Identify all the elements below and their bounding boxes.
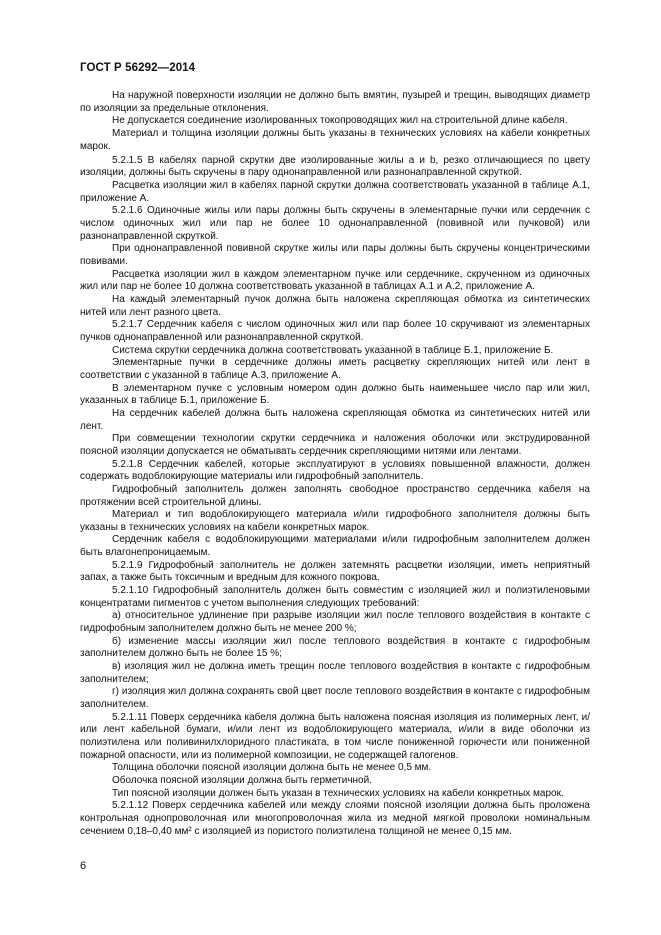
paragraph: 5.2.1.10 Гидрофобный заполнитель должен быть совместим с изоляцией жил и полиэтиленовыми концентратами пигментов с учетом выполнения следующих требований: [80, 585, 590, 609]
paragraph: Гидрофобный заполнитель должен заполнять свободное пространство сердечника кабеля на протяжении всей строительной длины. [80, 483, 590, 508]
paragraph: Система скрутки сердечника должна соответствовать указанной в таблице Б.1, приложение Б. [112, 344, 554, 356]
paragraph: Элементарные пучки в сердечнике должны иметь расцветку скрепляющих нитей или лент в соответствии с указанной в таблице А.3, приложение А. [80, 357, 590, 381]
paragraph: При однонаправленной повивной скрутке жилы или пары должны быть скручены концентрическими повивами. [80, 243, 590, 268]
paragraph: 5.2.1.9 Гидрофобный заполнитель не должен затемнять расцветки изоляции, иметь неприятный запах, а также быть токсичным и вредным для кожного покрова. [80, 559, 590, 584]
paragraph: При совмещении технологии скрутки сердечника и наложения оболочки или экструдированной поясной изоляции допускается не обматывать сердечник скрепляющими нитями или лентами. [80, 433, 590, 457]
paragraph: в) изоляция жил не должна иметь трещин после теплового воздействия в контакте с гидрофобным заполнителем; [80, 661, 590, 685]
document-body [80, 90, 590, 838]
paragraph: б) изменение массы изоляции жил после теплового воздействия в контакте с гидрофобным заполнителем должно быть не более 15 %; [80, 635, 590, 660]
paragraph: Не допускается соединение изолированных токопроводящих жил на строительной длине кабеля. [112, 115, 568, 127]
page-number: 6 [80, 860, 87, 872]
document-header: ГОСТ Р 56292—2014 [80, 62, 196, 74]
paragraph: В элементарном пучке с условным номером один должно быть наименьшее число пар или жил, указанных в таблице Б.1, приложение Б. [80, 382, 590, 407]
paragraph: Материал и тип водоблокирующего материала и/или гидрофобного заполнителя должны быть указаны в технических условиях на кабели конкретных марок. [80, 509, 590, 533]
paragraph: Расцветка изоляции жил в кабелях парной скрутки должна соответствовать указанной в таблице А.1, приложение А. [80, 180, 590, 204]
paragraph: Тип поясной изоляции должен быть указан в технических условиях на кабели конкретных марок. [112, 787, 564, 799]
paragraph: 5.2.1.7 Сердечник кабеля с числом одиночных жил или пар более 10 скручивают из элементарных пучков однонаправленной или разнонаправленной скруткой. [80, 319, 590, 343]
paragraph: 5.2.1.5 В кабелях парной скрутки две изолированные жилы a и b, резко отличающиеся по цвету изоляции, должны быть скручены в пару однонаправленной или разнонаправленной скруткой. [80, 154, 590, 179]
paragraph: 5.2.1.6 Одиночные жилы или пары должны быть скручены в элементарные пучки или сердечник с числом одиночных жил или пар не более 10 однонаправленной (повивной или пучковой) или разнонаправленной скруткой. [80, 205, 590, 242]
paragraph: На каждый элементарный пучок должна быть наложена скрепляющая обмотка из синтетических нитей или лент разного цвета. [80, 294, 590, 318]
paragraph: 5.2.1.8 Сердечник кабелей, которые эксплуатируют в условиях повышенной влажности, должен содержать водоблокирующие материалы или гидрофобный заполнитель. [80, 458, 590, 483]
paragraph: 5.2.1.11 Поверх сердечника кабеля должна быть наложена поясная изоляция из полимерных лент, и/или лент кабельной бумаги, и/или лент из водоблокирующего материала, и/или в виде оболочки из полиэтилена или поливинилхлоридного пластиката, в том числе пониженной горючести или пониженной пожарной опасности, или из полимерной композиции, не содержащей галогенов. [80, 711, 590, 761]
paragraph: Оболочка поясной изоляции должна быть герметичной. [112, 774, 372, 786]
paragraph: На наружной поверхности изоляции не должно быть вмятин, пузырей и трещин, выводящих диаметр по изоляции за предельные отклонения. [80, 90, 590, 114]
paragraph: Сердечник кабеля с водоблокирующими материалами и/или гидрофобным заполнителем должен быть влагонепроницаемым. [80, 534, 590, 559]
paragraph: Материал и толщина изоляции должны быть указаны в технических условиях на кабели конкретных марок. [80, 127, 590, 152]
paragraph: Толщина оболочки поясной изоляции должна быть не менее 0,5 мм. [112, 762, 432, 774]
paragraph: г) изоляция жил должна сохранять свой цвет после теплового воздействия в контакте с гидрофобным заполнителем. [80, 686, 590, 710]
paragraph: а) относительное удлинение при разрыве изоляции жил после теплового воздействия в контакте с гидрофобным заполнителем должно быть не менее 200 %; [80, 610, 590, 635]
paragraph: Расцветка изоляции жил в каждом элементарном пучке или сердечнике, скрученном из одиночных жил или пар не более 10 должна соответствовать указанной в таблицах А.1 и А.2, приложение А. [80, 268, 590, 293]
paragraph: На сердечник кабелей должна быть наложена скрепляющая обмотка из синтетических нитей или лент. [80, 407, 590, 432]
paragraph: 5.2.1.12 Поверх сердечника кабелей или между слоями поясной изоляции должна быть проложена контрольная однопроволочная или многопроволочная жила из медной мягкой проволоки номинальным сечением 0,18–0,40 мм² с изоляцией из пористого полиэтилена толщиной не менее 0,15 мм. [80, 800, 590, 837]
